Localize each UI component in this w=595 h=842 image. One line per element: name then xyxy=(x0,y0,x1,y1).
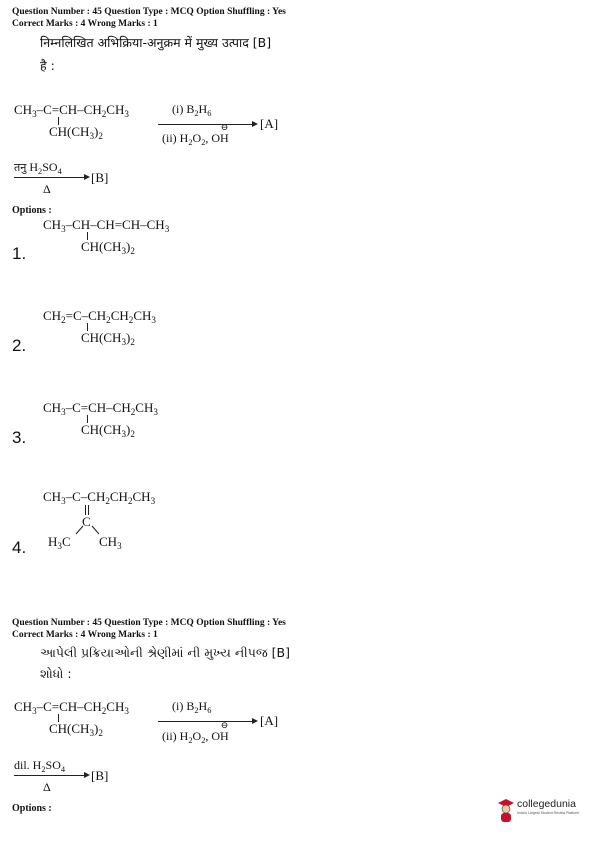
logo-tagline: India's Largest Student Review Platform xyxy=(517,811,580,815)
graduate-mascot-icon xyxy=(497,796,515,824)
option-4-branch-atom: C xyxy=(82,514,91,529)
q2-meta-line1: Question Number : 45 Question Type : MCQ Option Shuffling : Yes xyxy=(12,618,286,628)
q2-options-label: Options : xyxy=(12,803,52,814)
q1-arrow-head xyxy=(252,121,258,127)
q1-step2-condition: Δ xyxy=(43,182,51,196)
q2-question-text-line2: શોધો : xyxy=(40,666,72,681)
q1-question-text-line2: है : xyxy=(40,58,55,73)
q2-reagent-top: (i) $B_2H_6$ xyxy=(172,699,212,715)
option-4-main-chain: $CH_3-C-CH_2CH_2CH_3$ xyxy=(43,489,156,506)
q1-step2-arrow-head xyxy=(84,174,90,180)
option-1-number: 1. xyxy=(12,244,27,263)
q2-step2-condition: Δ xyxy=(43,780,51,794)
option-2-branch: $CH(CH_3)_2$ xyxy=(81,330,135,347)
q1-product-b: [B] xyxy=(91,170,109,185)
option-4-branch-right: $CH_3$ xyxy=(99,534,122,551)
option-1-branch: $CH(CH_3)_2$ xyxy=(81,239,135,256)
q1-step2-arrow xyxy=(14,177,84,178)
q2-product-b: [B] xyxy=(91,768,109,783)
q1-question-text-line1: निम्नलिखित अभिक्रिया-अनुक्रम में मुख्य उत्पाद [B] xyxy=(40,35,272,50)
q1-arrow xyxy=(158,124,252,125)
q1-meta-line1: Question Number : 45 Question Type : MCQ Option Shuffling : Yes xyxy=(12,7,286,17)
q2-reactant-branch: $CH(CH_3)_2$ xyxy=(49,721,103,738)
q1-reagent-bottom: (ii) $H_2O_2$, OH⊖ xyxy=(162,122,229,147)
option-3-main-chain: $CH_3-C=CH-CH_2CH_3$ xyxy=(43,400,158,417)
option-2-number: 2. xyxy=(12,336,27,355)
q2-step2-reagent: dil. $H_2SO_4$ xyxy=(14,758,66,774)
q2-arrow-head xyxy=(252,718,258,724)
option-1-main-chain: $CH_3-CH-CH=CH-CH_3$ xyxy=(43,217,170,234)
q1-step2-reagent: तनु $H_2SO_4$ xyxy=(14,160,62,176)
q1-meta-line2: Correct Marks : 4 Wrong Marks : 1 xyxy=(12,19,158,29)
q2-step2-arrow xyxy=(14,775,84,776)
q2-step2-arrow-head xyxy=(84,772,90,778)
logo-wordmark: collegedunia xyxy=(517,798,576,810)
option-2-main-chain: $CH_2=C-CH_2CH_2CH_3$ xyxy=(43,308,156,325)
collegedunia-logo[interactable] xyxy=(497,796,587,826)
q1-reagent-top: (i) $B_2H_6$ xyxy=(172,102,212,118)
q1-reactant: $CH_3-C=CH-CH_2CH_3$ xyxy=(14,102,129,119)
q1-reactant-branch: $CH(CH_3)_2$ xyxy=(49,124,103,141)
q1-options-label: Options : xyxy=(12,205,52,216)
q2-question-text-line1: આપેલી પ્રક્રિયાઓની શ્રેણીમાં ની મુખ્ય નીપજ [B] xyxy=(40,645,290,660)
option-3-number: 3. xyxy=(12,428,27,447)
q2-arrow xyxy=(158,721,252,722)
option-3-branch: $CH(CH_3)_2$ xyxy=(81,422,135,439)
option-4-number: 4. xyxy=(12,538,27,557)
q2-reagent-bottom: (ii) $H_2O_2$, OH⊖ xyxy=(162,720,229,745)
q1-product-a: [A] xyxy=(260,116,279,131)
q2-product-a: [A] xyxy=(260,713,279,728)
q2-reactant: $CH_3-C=CH-CH_2CH_3$ xyxy=(14,699,129,716)
option-4-branch-left: $H_3C$ xyxy=(48,534,71,551)
q2-meta-line2: Correct Marks : 4 Wrong Marks : 1 xyxy=(12,630,158,640)
